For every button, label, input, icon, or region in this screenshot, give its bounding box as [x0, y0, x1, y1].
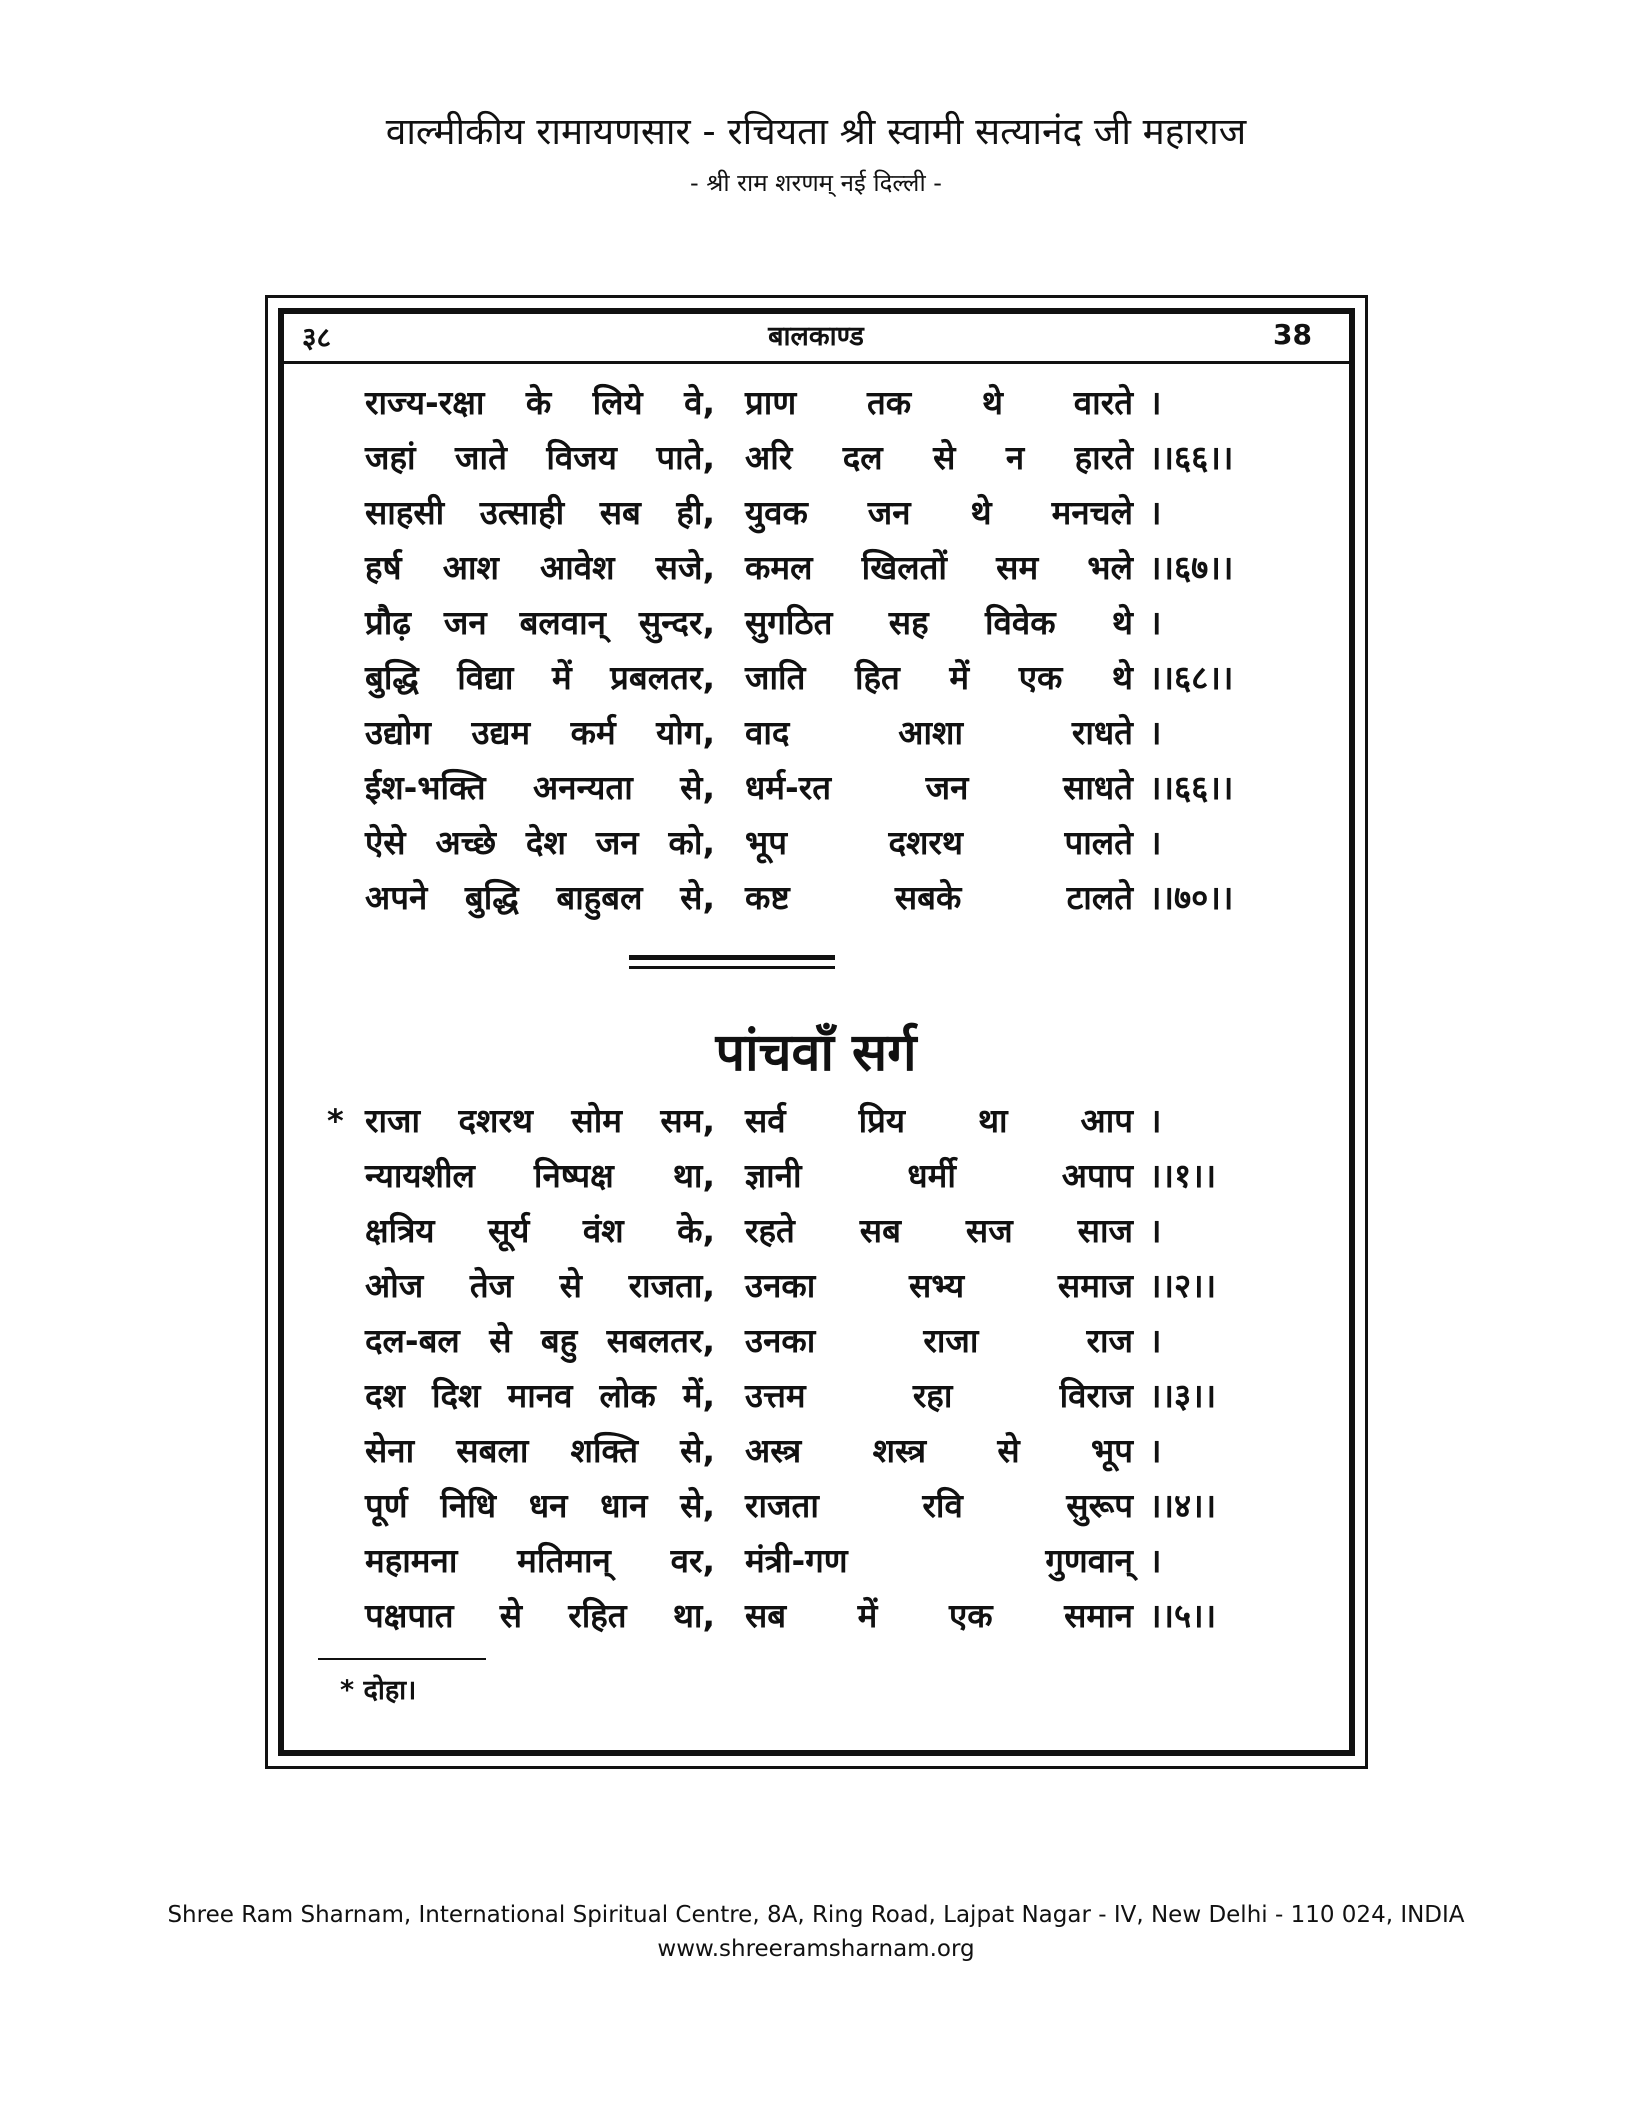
verse-end-mark: ।।५।। — [1149, 1596, 1217, 1635]
verse-second-half: सब में एक समान — [745, 1596, 1133, 1635]
verse-end-mark: । — [1149, 1211, 1162, 1250]
verse-first-half: ऐसे अच्छे देश जन को, — [365, 823, 715, 862]
verse-first-half: क्षत्रिय सूर्य वंश के, — [365, 1211, 715, 1250]
verse-end-mark: ।।३।। — [1149, 1376, 1217, 1415]
verse-end-mark: ।।६७।। — [1149, 548, 1234, 587]
verse-second-half: वाद आशा राधते — [745, 713, 1133, 752]
verse-first-half: प्रौढ़ जन बलवान् सुन्दर, — [365, 603, 715, 642]
footnote-divider — [318, 1658, 486, 1660]
verse-end-mark: ।।४।। — [1149, 1486, 1217, 1525]
verse-end-mark: । — [1149, 1431, 1162, 1470]
verse-end-mark: ।।६८।। — [1149, 658, 1234, 697]
page-number-latin: 38 — [1273, 318, 1312, 351]
verse-first-half: पूर्ण निधि धन धान से, — [365, 1486, 715, 1525]
verse-first-half: सेना सबला शक्ति से, — [365, 1431, 715, 1470]
verse-end-mark: । — [1149, 383, 1162, 422]
footnote: * दोहा। — [340, 1675, 417, 1706]
verse-first-half: अपने बुद्धि बाहुबल से, — [365, 878, 715, 917]
verse-second-half: उनका सभ्य समाज — [745, 1266, 1133, 1305]
verse-end-mark: । — [1149, 1101, 1162, 1140]
verse-second-half: राजता रवि सुरूप — [745, 1486, 1133, 1525]
verse-second-half: जाति हित में एक थे — [745, 658, 1133, 697]
document-subtitle: - श्री राम शरणम् नई दिल्ली - — [690, 169, 942, 197]
verse-first-half: दश दिश मानव लोक में, — [365, 1376, 715, 1415]
verse-first-half: हर्ष आश आवेश सजे, — [365, 548, 715, 587]
verse-first-half: ईश-भक्ति अनन्यता से, — [365, 768, 715, 807]
verse-second-half: रहते सब सज साज — [745, 1211, 1133, 1250]
verse-second-half: मंत्री-गण गुणवान् — [745, 1541, 1133, 1580]
verse-second-half: उत्तम रहा विराज — [745, 1376, 1133, 1415]
verse-end-mark: । — [1149, 1541, 1162, 1580]
verse-first-half: बुद्धि विद्या में प्रबलतर, — [365, 658, 715, 697]
header-divider — [284, 361, 1349, 364]
verse-end-mark: ।।६६।। — [1149, 438, 1234, 477]
verse-first-half: राज्य-रक्षा के लिये वे, — [365, 383, 715, 422]
verse-first-half: पक्षपात से रहित था, — [365, 1596, 715, 1635]
verse-end-mark: । — [1149, 493, 1162, 532]
verse-second-half: उनका राजा राज — [745, 1321, 1133, 1360]
verse-second-half: युवक जन थे मनचले — [745, 493, 1133, 532]
section-divider-thin — [629, 966, 835, 969]
section-title: बालकाण्ड — [768, 321, 864, 352]
verse-end-mark: ।।६६।। — [1149, 768, 1234, 807]
verse-second-half: प्राण तक थे वारते — [745, 383, 1133, 422]
verse-end-mark: ।।२।। — [1149, 1266, 1217, 1305]
verse-first-half: उद्योग उद्यम कर्म योग, — [365, 713, 715, 752]
verse-end-mark: । — [1149, 713, 1162, 752]
verse-end-mark: ।।१।। — [1149, 1156, 1217, 1195]
footer-website-link[interactable]: www.shreeramsharnam.org — [657, 1936, 975, 1962]
verse-first-half: दल-बल से बहु सबलतर, — [365, 1321, 715, 1360]
verse-second-half: सुगठित सह विवेक थे — [745, 603, 1133, 642]
verse-first-half: न्यायशील निष्पक्ष था, — [365, 1156, 715, 1195]
verse-first-half: ओज तेज से राजता, — [365, 1266, 715, 1305]
doha-star-marker: * — [327, 1102, 344, 1140]
sarg-heading: पांचवाँ सर्ग — [715, 1023, 917, 1083]
verse-first-half: राजा दशरथ सोम सम, — [365, 1101, 715, 1140]
verse-end-mark: । — [1149, 603, 1162, 642]
footer-address: Shree Ram Sharnam, International Spiritual Centre, 8A, Ring Road, Lajpat Nagar - IV, New Delhi - 110 024, INDIA — [167, 1902, 1465, 1928]
document-title: वाल्मीकीय रामायणसार - रचियता श्री स्वामी सत्यानंद जी महाराज — [385, 110, 1247, 153]
verse-end-mark: । — [1149, 823, 1162, 862]
verse-second-half: ज्ञानी धर्मी अपाप — [745, 1156, 1133, 1195]
page-number-devanagari: ३८ — [302, 321, 332, 354]
verse-second-half: सर्व प्रिय था आप — [745, 1101, 1133, 1140]
section-divider-thick — [629, 955, 835, 960]
verse-second-half: भूप दशरथ पालते — [745, 823, 1133, 862]
verse-second-half: अरि दल से न हारते — [745, 438, 1133, 477]
verse-second-half: कमल खिलतों सम भले — [745, 548, 1133, 587]
verse-end-mark: । — [1149, 1321, 1162, 1360]
verse-second-half: धर्म-रत जन साधते — [745, 768, 1133, 807]
verse-first-half: महामना मतिमान् वर, — [365, 1541, 715, 1580]
verse-first-half: जहां जाते विजय पाते, — [365, 438, 715, 477]
verse-second-half: अस्त्र शस्त्र से भूप — [745, 1431, 1133, 1470]
verse-first-half: साहसी उत्साही सब ही, — [365, 493, 715, 532]
verse-second-half: कष्ट सबके टालते — [745, 878, 1133, 917]
verse-end-mark: ।।७०।। — [1149, 878, 1234, 917]
